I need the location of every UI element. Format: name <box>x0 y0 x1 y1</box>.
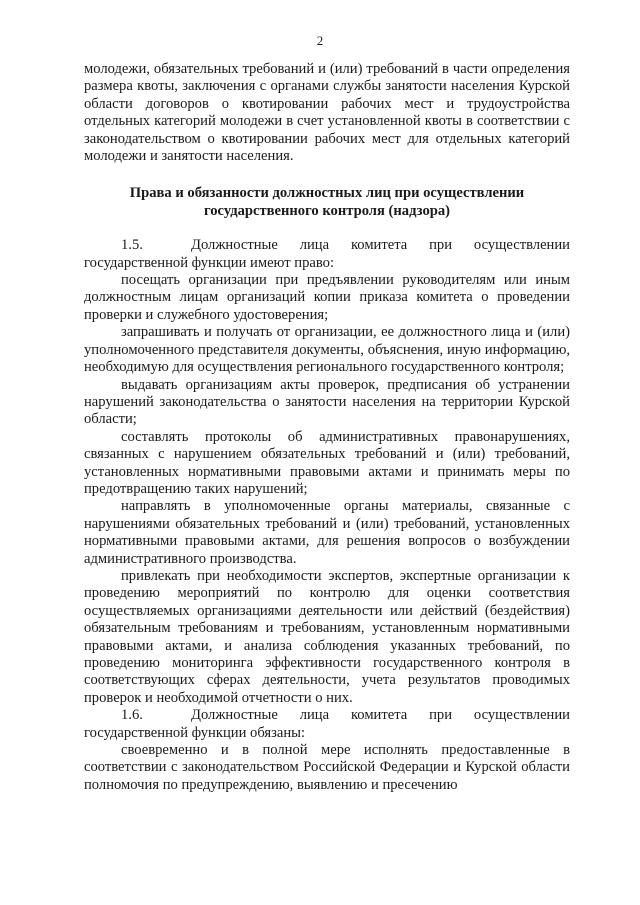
page-number: 2 <box>316 33 324 48</box>
word: при <box>429 237 453 254</box>
word: комитета <box>350 707 408 724</box>
right-item: составлять протоколы об административных правонарушениях, связанных с нарушением обязательных требований и (или) требований, установленных нормативными правовыми актами и принимать меры по предотвращению таких нарушений; <box>84 428 570 497</box>
intro-paragraph: молодежи, обязательных требований и (или) требований в части определения размера квоты, заключения с органами службы занятости населения Курской области договоров о квотировании рабочих мест и трудоустройства отдельных категорий молодежи в счет установленной квоты в соответствии с законодательством о квотировании рабочих мест для отдельных категорий молодежи и занятости населения. <box>84 61 570 165</box>
right-item: направлять в уполномоченные органы материалы, связанные с нарушениями обязательных требований и (или) требований, установленных нормативными правовыми актами, для решения вопросов о возбуждении административного производства. <box>84 498 570 567</box>
section-heading: Права и обязанности должностных лиц при осуществлении государственного контроля (надзора) <box>129 185 525 219</box>
clause-1-6-first-line <box>84 707 570 724</box>
clause-1-5-first-line <box>84 237 570 254</box>
word: лица <box>299 237 330 254</box>
right-item: выдавать организациям акты проверок, предписания об устранении нарушений законодательства о занятости населения на территории Курской области; <box>84 376 570 428</box>
word: лица <box>299 707 330 724</box>
clause-number: 1.6. <box>121 707 143 724</box>
word: Должностные <box>191 237 278 254</box>
document-body <box>84 61 570 794</box>
clause-number: 1.5. <box>121 237 143 254</box>
right-item: привлекать при необходимости экспертов, экспертные организации к проведению мероприятий по контролю для оценки соответствия осуществляемых организациями деятельности или действий (бездействия) обязательным требованиям и требованиям, установленным нормативными правовыми актами, и анализа соблюдения указанных требований, по проведению мониторинга эффективности государственного контроля в соответствующих сферах деятельности, учета результатов проводимых проверок и необходимой отчетности о них. <box>84 567 570 706</box>
word: осуществлении <box>473 707 570 724</box>
clause-1-5-continuation: государственной функции имеют право: <box>84 254 335 271</box>
right-item: посещать организации при предъявлении руководителям или иным должностным лицам организаций копии приказа комитета о проведении проверки и служебного удостоверения; <box>84 272 570 323</box>
word: комитета <box>350 237 408 254</box>
right-item: запрашивать и получать от организации, ее должностного лица и (или) уполномоченного представителя документы, объяснения, иную информацию, необходимую для осуществления регионального государственного контроля; <box>84 324 570 376</box>
word: при <box>429 707 453 724</box>
word: осуществлении <box>473 237 570 254</box>
clause-1-6-continuation: государственной функции обязаны: <box>84 724 306 741</box>
word: Должностные <box>191 707 278 724</box>
duty-item: своевременно и в полной мере исполнять предоставленные в соответствии с законодательством Российской Федерации и Курской области полномочия по предупреждению, выявлению и пресечению <box>84 742 570 793</box>
